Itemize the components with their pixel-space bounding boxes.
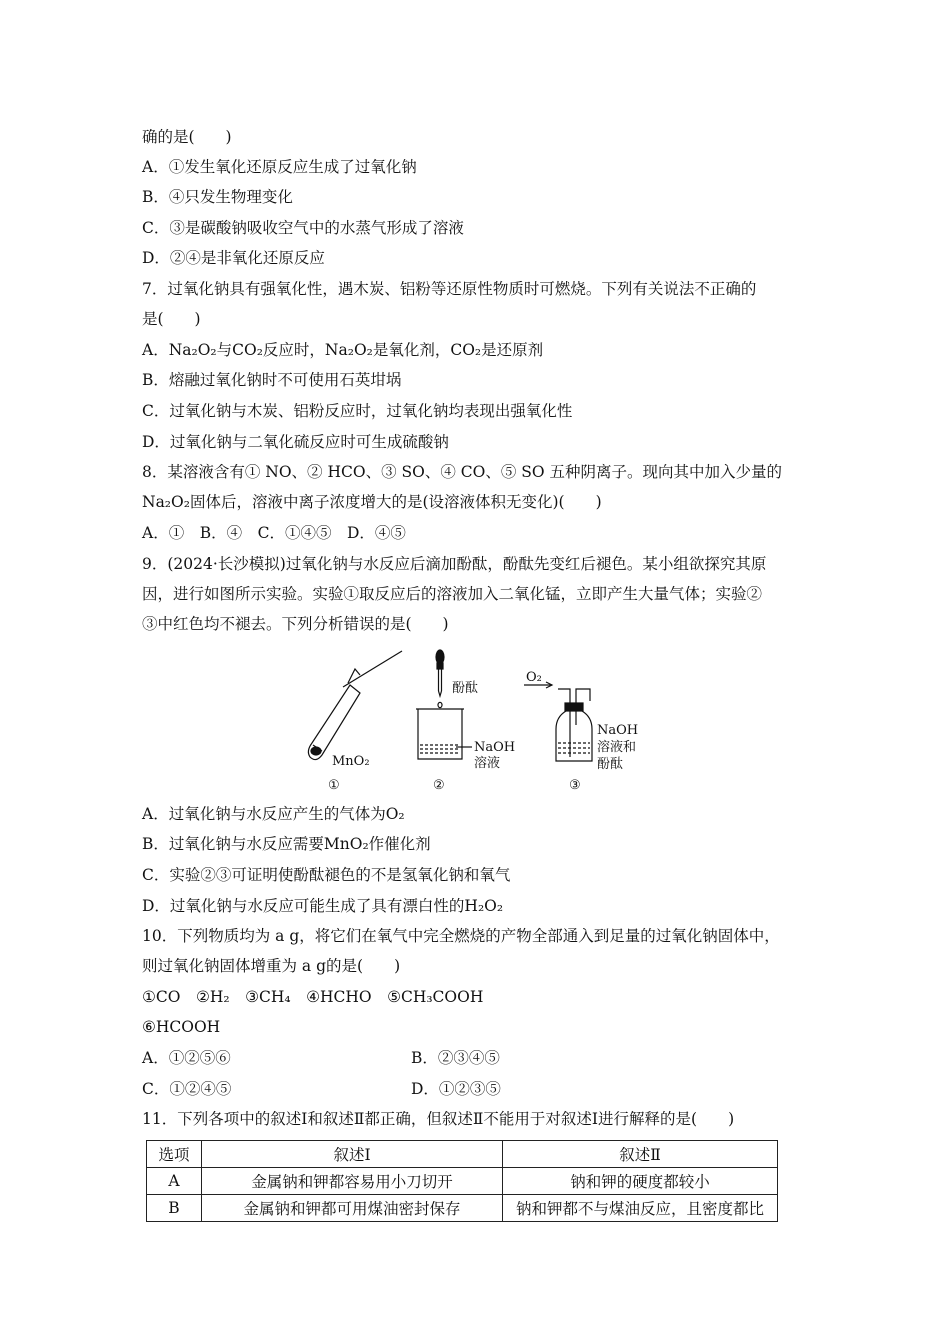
q9-experiment-figure [300,645,660,795]
q10-substances-line1: ①CO ②H₂ ③CH₄ ④HCHO ⑤CH₃COOH [142,988,484,1006]
q9-stem-line1: 9．(2024·长沙模拟)过氧化钠与水反应后滴加酚酞，酚酞先变红后褪色。某小组欲探究其原 [142,555,767,573]
label-solution-2: 溶液 [474,756,501,771]
q6-option-b: B．④只发生物理变化 [142,188,293,206]
figure-number-2: ② [433,778,445,793]
q11-options-table [146,1140,778,1222]
q10-option-c: C．①②④⑤ [142,1080,232,1098]
label-phenolphthalein-3: 酚酞 [597,757,624,772]
table-header-row [147,1141,778,1168]
table-cell: B [147,1195,202,1222]
q6-option-c: C．③是碳酸钠吸收空气中的水蒸气形成了溶液 [142,219,464,237]
q10-stem-line2: 则过氧化钠固体增重为 a g的是( ) [142,957,401,975]
q7-option-a-prefix: A． [142,341,169,359]
q9-stem-line2: 因，进行如图所示实验。实验①取反应后的溶液加入二氧化锰，立即产生大量气体；实验② [142,585,763,603]
figure-number-3: ③ [569,778,581,793]
q7-option-a [142,340,543,360]
q8-stem-line2: Na₂O₂固体后，溶液中离子浓度增大的是(设溶液体积无变化)( ) [142,493,602,511]
q9-option-d: D．过氧化钠与水反应可能生成了具有漂白性的H₂O₂ [142,897,504,915]
q10-option-d: D．①②③⑤ [411,1080,501,1098]
q6-option-d: D．②④是非氧化还原反应 [142,249,325,267]
table-header: 叙述Ⅰ [202,1141,503,1168]
label-o2: O₂ [526,670,542,685]
table-cell: A [147,1168,202,1195]
gas-bottle-apparatus [524,682,592,761]
q10-stem-line1: 10．下列物质均为 a g，将它们在氧气中完全燃烧的产物全部通入到足量的过氧化钠固体中， [142,927,780,945]
table-cell: 金属钠和钾都可用煤油密封保存 [202,1195,503,1222]
q8-options: A．① B．④ C．①④⑤ D．④⑤ [142,524,406,542]
test-tube-apparatus [308,651,402,760]
q8-stem-line1: 8．某溶液含有① NO、② HCO、③ SO、④ CO、⑤ SO 五种阴离子。现向其中加入少量的 [142,463,782,481]
label-naoh-2: NaOH [474,740,516,755]
label-mno2: MnO₂ [332,754,370,769]
label-phenolphthalein: 酚酞 [452,681,479,696]
q7-option-a-text: Na₂O₂与CO₂反应时，Na₂O₂是氧化剂，CO₂是还原剂 [168,341,544,359]
label-naoh-3: NaOH [597,723,639,738]
table-header: 选项 [147,1141,202,1168]
table-row [147,1168,778,1195]
q9-stem-line3: ③中红色均不褪去。下列分析错误的是( ) [142,615,449,633]
table-cell: 钠和钾的硬度都较小 [503,1168,778,1195]
table-row [147,1195,778,1222]
q7-option-b: B．熔融过氧化钠时不可使用石英坩埚 [142,371,402,389]
q7-stem-line2: 是( ) [142,310,201,328]
q7-stem-line1: 7．过氧化钠具有强氧化性，遇木炭、铝粉等还原性物质时可燃烧。下列有关说法不正确的 [142,280,757,298]
q11-stem: 11．下列各项中的叙述Ⅰ和叙述Ⅱ都正确，但叙述Ⅱ不能用于对叙述Ⅰ进行解释的是( ) [142,1110,735,1128]
q10-option-b: B．②③④⑤ [411,1049,500,1067]
q10-option-a: A．①②⑤⑥ [142,1049,231,1067]
q6-option-a: A．①发生氧化还原反应生成了过氧化钠 [142,158,417,176]
q9-option-a: A．过氧化钠与水反应产生的气体为O₂ [142,805,405,823]
label-solution-and: 溶液和 [597,740,637,755]
table-cell: 钠和钾都不与煤油反应，且密度都比 [503,1195,778,1222]
q9-option-c: C．实验②③可证明使酚酞褪色的不是氢氧化钠和氧气 [142,866,511,884]
dropper-beaker-apparatus [416,650,472,759]
figure-number-1: ① [328,778,340,793]
q7-option-c: C．过氧化钠与木炭、铝粉反应时，过氧化钠均表现出强氧化性 [142,402,573,420]
q7-option-d: D．过氧化钠与二氧化硫反应时可生成硫酸钠 [142,433,449,451]
q6-stem-tail: 确的是( ) [142,128,232,146]
q10-substances-line2: ⑥HCOOH [142,1018,221,1036]
table-cell: 金属钠和钾都容易用小刀切开 [202,1168,503,1195]
table-header: 叙述Ⅱ [503,1141,778,1168]
q9-option-b: B．过氧化钠与水反应需要MnO₂作催化剂 [142,835,431,853]
